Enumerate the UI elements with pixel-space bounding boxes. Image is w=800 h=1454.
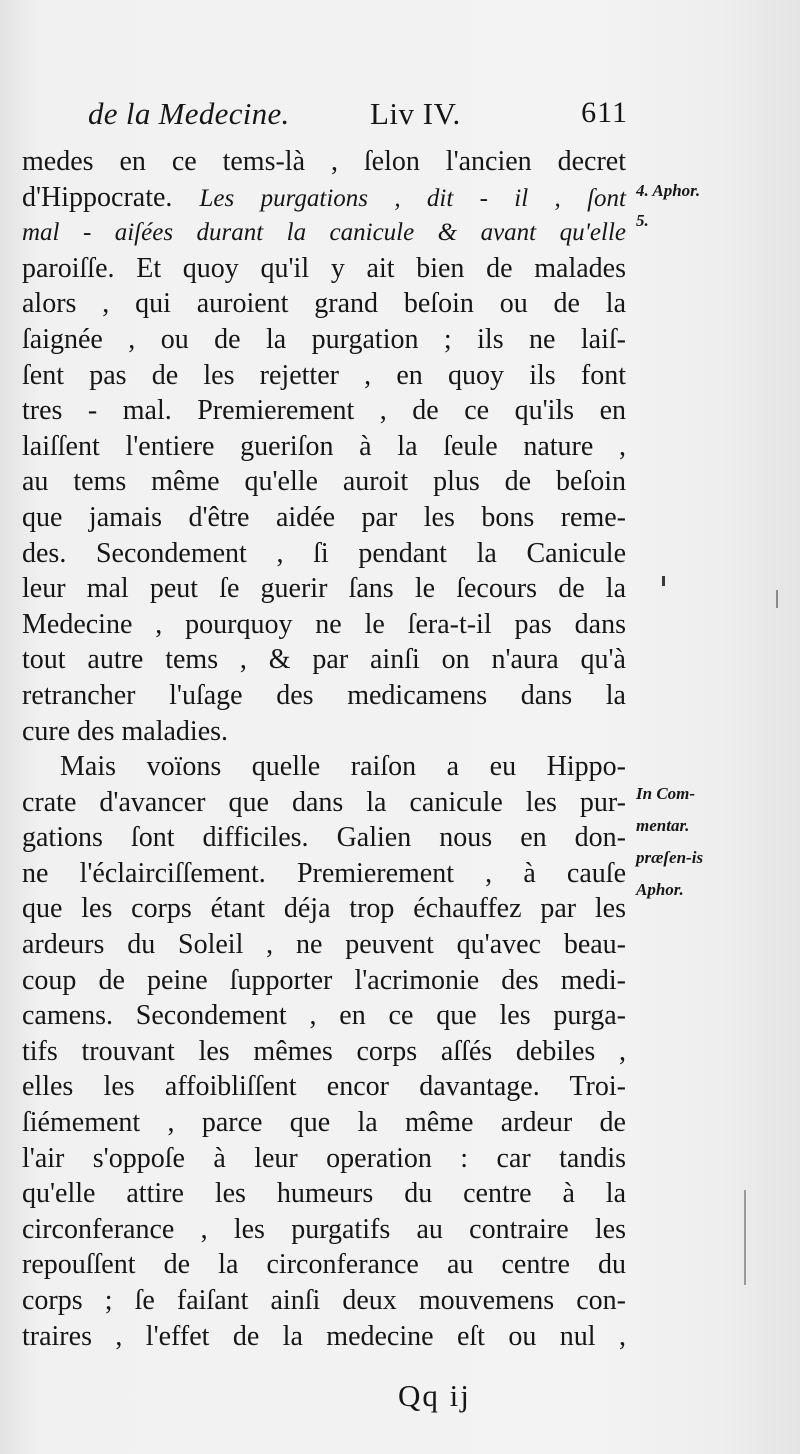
- text-line: elles les affoibliſſent encor davantage. Troi-: [22, 1071, 626, 1103]
- margin-note-commentary: [636, 778, 796, 906]
- book-number: Liv IV.: [370, 96, 461, 131]
- text-line: ſaignée , ou de la purgation ; ils ne laiſ-: [22, 323, 626, 355]
- body-text: [22, 144, 626, 1354]
- print-speck: [744, 1190, 746, 1285]
- text-line: gations ſont difficiles. Galien nous en don-: [22, 822, 626, 854]
- text-line: crate d'avancer que dans la canicule les pur-: [22, 786, 626, 818]
- text-line: l'air s'oppoſe à leur operation : car tandis: [22, 1142, 626, 1174]
- margin-note-line: præſen-is: [636, 848, 704, 867]
- text-line: laiſſent l'entiere gueriſon à la ſeule nature ,: [22, 430, 626, 462]
- text-line: camens. Secondement , en ce que les purga-: [22, 1000, 626, 1032]
- text-line: repouſſent de la circonferance au centre du: [22, 1249, 626, 1281]
- text-line-italic: Les purgations , dit - il , ſont: [199, 184, 626, 212]
- text-line: corps ; ſe faiſant ainſi deux mouvemens con-: [22, 1285, 626, 1316]
- running-header: [88, 92, 628, 142]
- text-line: que les corps étant déja trop échauffez par les: [22, 893, 626, 925]
- print-speck: [776, 590, 778, 608]
- margin-note-aphorism: [636, 176, 796, 236]
- margin-note-line: 4. Aphor.: [636, 181, 701, 200]
- text-line: tres - mal. Premierement , de ce qu'ils en: [22, 395, 626, 427]
- text-line: cure des maladies.: [22, 715, 229, 747]
- text-line: medes en ce tems-là , ſelon l'ancien decret: [22, 146, 626, 177]
- text-line: Medecine , pourquoy ne le ſera-t-il pas dans: [22, 608, 626, 640]
- text-line: [22, 180, 626, 216]
- text-line: paroiſſe. Et quoy qu'il y ait bien de malades: [22, 252, 626, 284]
- text-line: coup de peine ſupporter l'acrimonie des medi-: [22, 964, 626, 996]
- text-line: mal - aiſées durant la canicule & avant qu'elle: [22, 219, 626, 247]
- text-line: ne l'éclairciſſement. Premierement , à cauſe: [22, 857, 626, 889]
- text-line: que jamais d'être aidée par les bons reme-: [22, 501, 626, 533]
- margin-note-line: Aphor.: [636, 880, 684, 899]
- text-line: ſiémement , parce que la même ardeur de: [22, 1107, 626, 1139]
- text-line: au tems même qu'elle auroit plus de beſoin: [22, 466, 626, 498]
- running-title: de la Medecine.: [88, 96, 290, 131]
- signature-mark: Qq ij: [398, 1378, 471, 1413]
- text-line: Mais voïons quelle raiſon a eu Hippo-: [60, 751, 626, 783]
- text-line: tifs trouvant les mêmes corps aſſés debiles ,: [22, 1035, 626, 1067]
- text-line: ardeurs du Soleil , ne peuvent qu'avec beau-: [22, 929, 626, 961]
- margin-note-line: mentar.: [636, 816, 690, 835]
- margin-note-line: In Com-: [636, 784, 696, 803]
- text-line: circonferance , les purgatifs au contraire les: [22, 1213, 626, 1245]
- text-line: ſent pas de les rejetter , en quoy ils font: [22, 359, 626, 391]
- text-line: leur mal peut ſe guerir ſans le ſecours de la: [22, 573, 626, 605]
- text-line-roman: d'Hippocrate.: [22, 181, 200, 213]
- print-speck: [662, 576, 665, 586]
- text-line: tout autre tems , & par ainſi on n'aura qu'à: [22, 644, 626, 676]
- text-line: qu'elle attire les humeurs du centre à la: [22, 1178, 626, 1210]
- text-line: alors , qui auroient grand beſoin ou de la: [22, 288, 626, 320]
- text-line: retrancher l'uſage des medicamens dans la: [22, 679, 626, 711]
- margin-note-line: 5.: [636, 211, 649, 230]
- text-line: des. Secondement , ſi pendant la Canicule: [22, 537, 626, 569]
- text-line: traires , l'effet de la medecine eſt ou nul ,: [22, 1320, 626, 1352]
- page-number: 611: [581, 96, 628, 129]
